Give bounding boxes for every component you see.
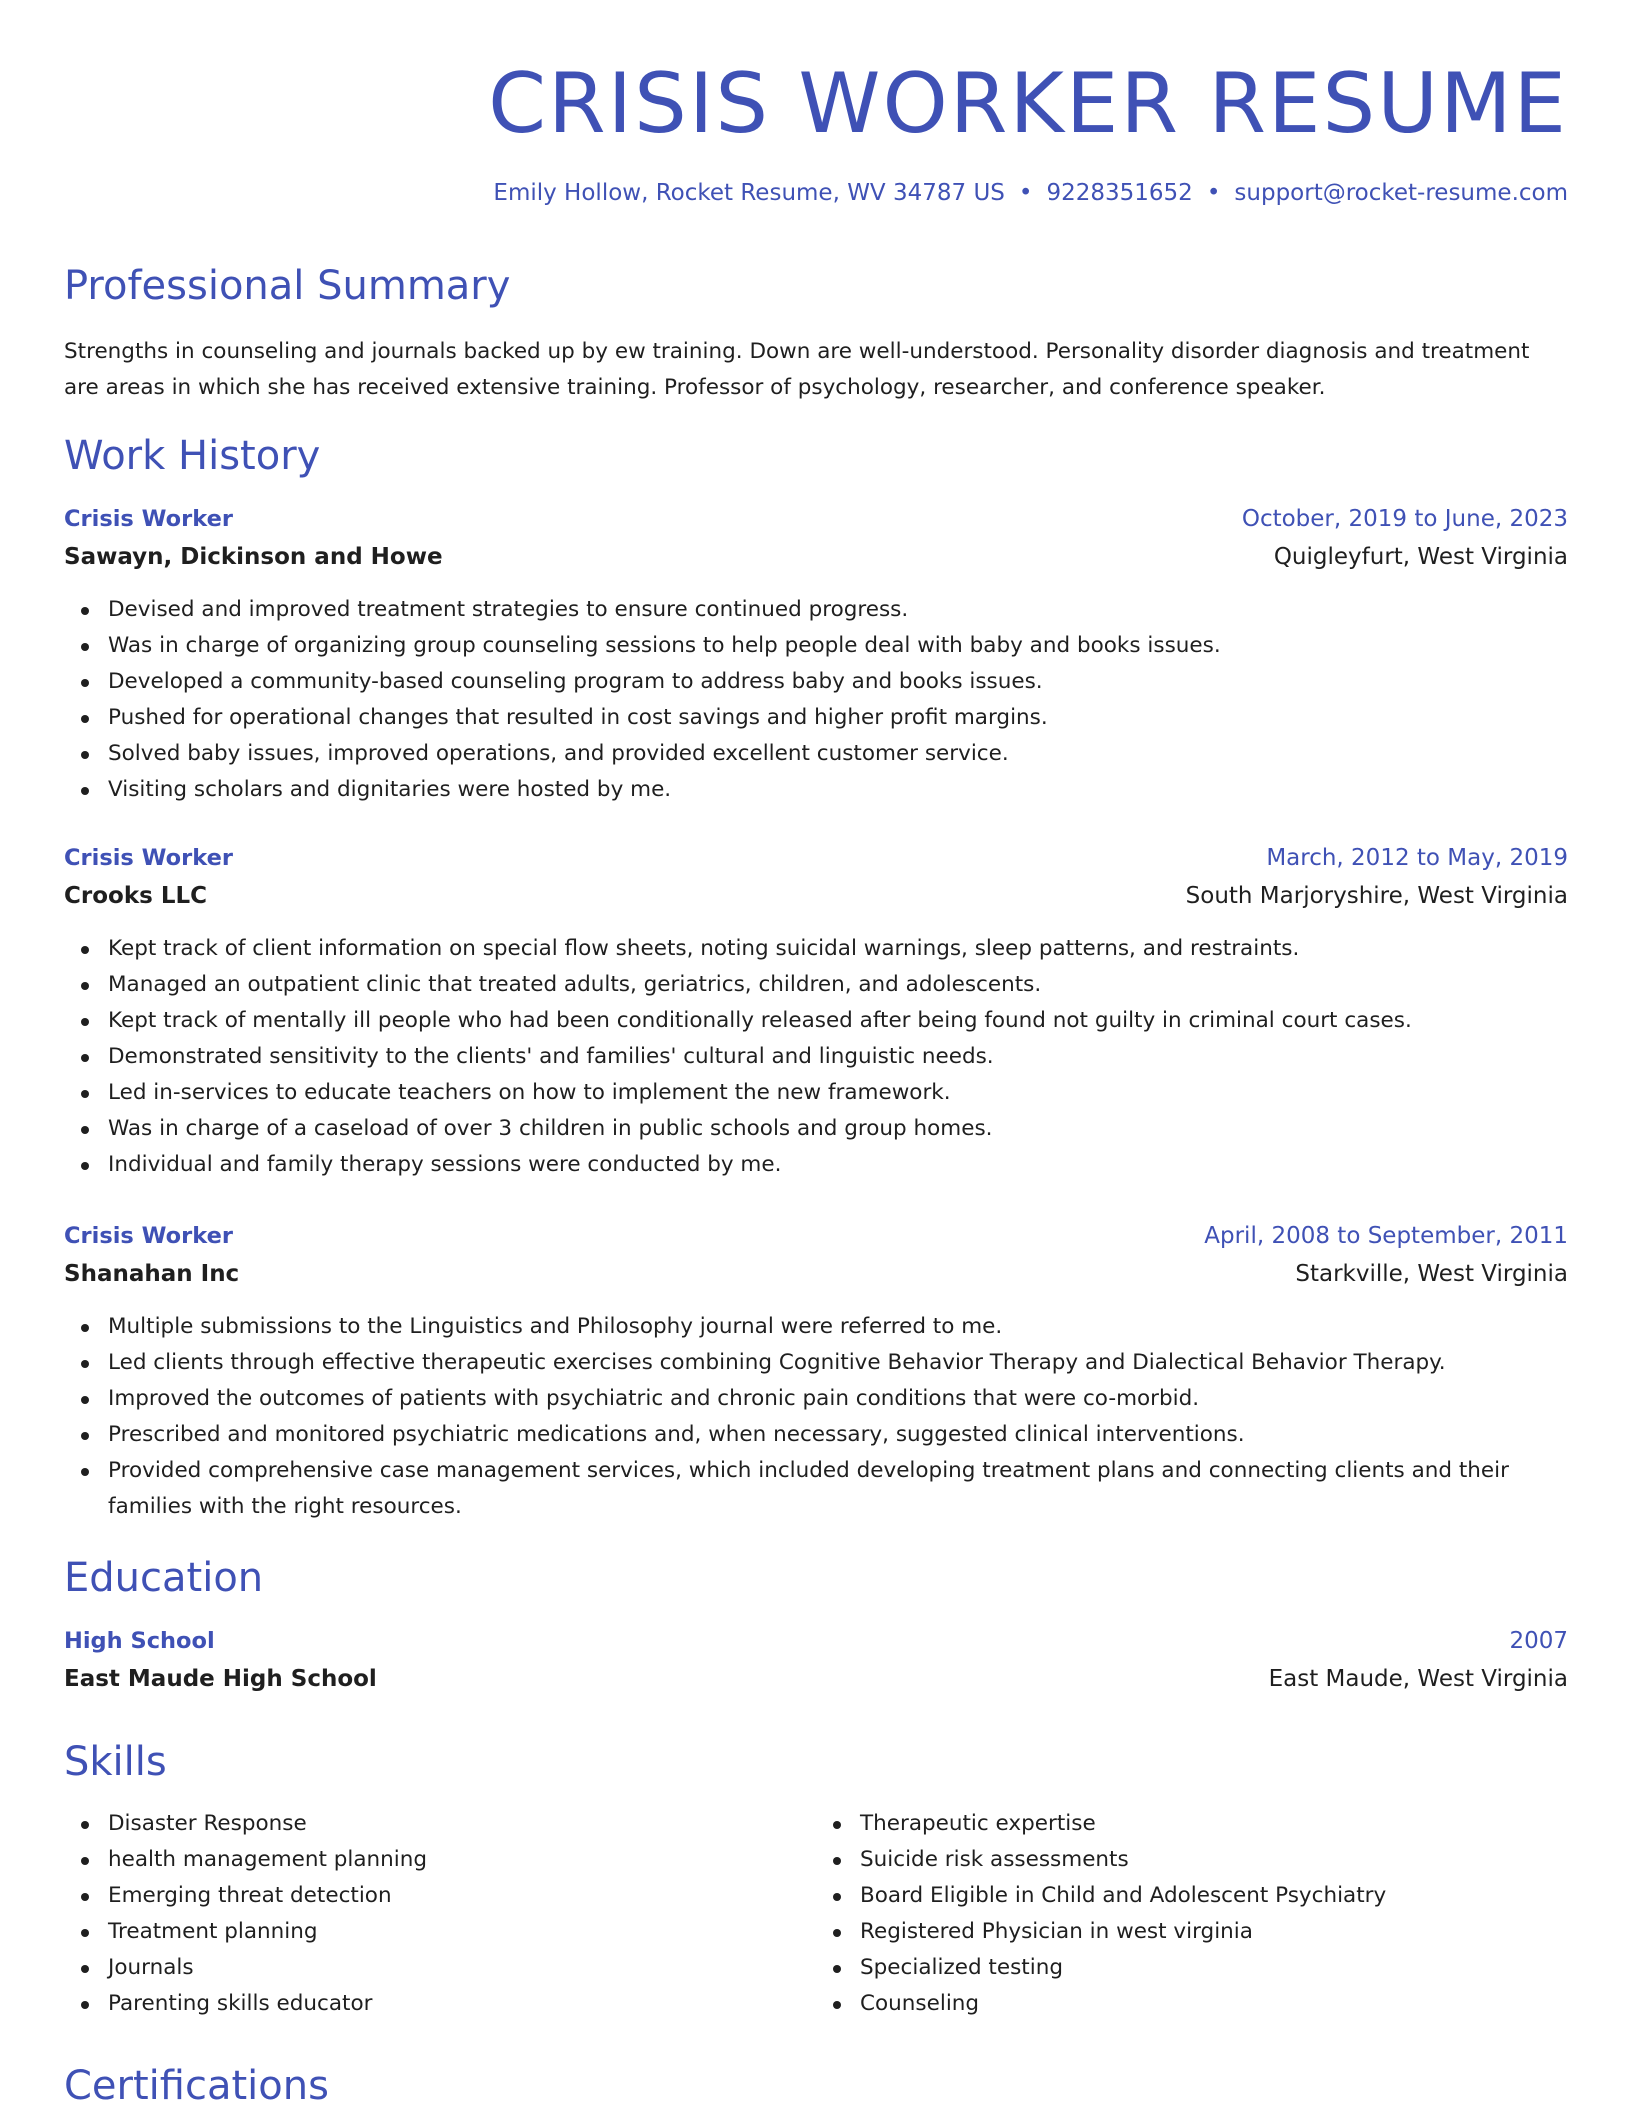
skill-item: health management planning xyxy=(108,1842,816,1878)
skills-list xyxy=(64,1806,1568,2022)
job-bullets xyxy=(64,931,1568,1183)
education-location: East Maude, West Virginia xyxy=(1268,1666,1568,1692)
job-dates: April, 2008 to September, 2011 xyxy=(1204,1223,1568,1249)
education-year: 2007 xyxy=(1509,1628,1568,1654)
skill-item: Board Eligible in Child and Adolescent Psychiatry xyxy=(860,1878,1568,1914)
separator-dot: • xyxy=(1018,180,1033,206)
skills-column-right xyxy=(816,1806,1568,2022)
job-header-row xyxy=(64,839,1568,877)
education-entry xyxy=(64,1622,1568,1698)
separator-dot: • xyxy=(1206,180,1221,206)
list-item: Devised and improved treatment strategies to ensure continued progress. xyxy=(108,592,1568,628)
list-item: Managed an outpatient clinic that treated adults, geriatrics, children, and adolescents. xyxy=(108,967,1568,1003)
skill-item: Emerging threat detection xyxy=(108,1878,816,1914)
list-item: Demonstrated sensitivity to the clients' and families' cultural and linguistic needs. xyxy=(108,1039,1568,1075)
job-role: Crisis Worker xyxy=(64,845,233,871)
job-entry xyxy=(64,500,1568,808)
skill-item: Parenting skills educator xyxy=(108,1986,816,2022)
contact-email: support@rocket-resume.com xyxy=(1234,180,1568,206)
skill-item: Specialized testing xyxy=(860,1950,1568,1986)
list-item: Multiple submissions to the Linguistics and Philosophy journal were referred to me. xyxy=(108,1309,1568,1345)
list-item: Was in charge of a caseload of over 3 children in public schools and group homes. xyxy=(108,1111,1568,1147)
education-degree: High School xyxy=(64,1628,215,1654)
job-bullets xyxy=(64,592,1568,808)
job-entry xyxy=(64,1217,1568,1525)
skill-item: Counseling xyxy=(860,1986,1568,2022)
education-school-row xyxy=(64,1660,1568,1698)
job-header-row xyxy=(64,1217,1568,1255)
list-item: Developed a community-based counseling program to address baby and books issues. xyxy=(108,664,1568,700)
job-company-row xyxy=(64,877,1568,915)
job-location: South Marjoryshire, West Virginia xyxy=(1185,883,1568,909)
list-item: Provided comprehensive case management services, which included developing treatment plans and connecting clients and their families with the right resources. xyxy=(108,1453,1568,1525)
job-bullets xyxy=(64,1309,1568,1525)
certifications-heading: Certifications xyxy=(64,2063,329,2109)
job-dates: October, 2019 to June, 2023 xyxy=(1241,506,1568,532)
job-location: Starkville, West Virginia xyxy=(1295,1261,1568,1287)
list-item: Kept track of mentally ill people who had been conditionally released after being found not guilty in criminal court cases. xyxy=(108,1003,1568,1039)
resume-title: CRISIS WORKER RESUME xyxy=(488,55,1568,152)
education-heading: Education xyxy=(64,1555,264,1601)
job-company-row xyxy=(64,538,1568,576)
contact-address: Emily Hollow, Rocket Resume, WV 34787 US xyxy=(493,180,1005,206)
job-entry xyxy=(64,839,1568,1183)
job-location: Quigleyfurt, West Virginia xyxy=(1273,544,1568,570)
skill-item: Journals xyxy=(108,1950,816,1986)
list-item: Pushed for operational changes that resulted in cost savings and higher profit margins. xyxy=(108,700,1568,736)
job-company: Sawayn, Dickinson and Howe xyxy=(64,544,443,570)
list-item: Was in charge of organizing group counseling sessions to help people deal with baby and books issues. xyxy=(108,628,1568,664)
job-role: Crisis Worker xyxy=(64,1223,233,1249)
skills-column-left xyxy=(64,1806,816,2022)
list-item: Prescribed and monitored psychiatric medications and, when necessary, suggested clinical interventions. xyxy=(108,1417,1568,1453)
skill-item: Suicide risk assessments xyxy=(860,1842,1568,1878)
skill-item: Disaster Response xyxy=(108,1806,816,1842)
list-item: Kept track of client information on special flow sheets, noting suicidal warnings, sleep patterns, and restraints. xyxy=(108,931,1568,967)
skill-item: Registered Physician in west virginia xyxy=(860,1914,1568,1950)
job-header-row xyxy=(64,500,1568,538)
skills-heading: Skills xyxy=(64,1739,167,1785)
job-dates: March, 2012 to May, 2019 xyxy=(1266,845,1568,871)
job-company-row xyxy=(64,1255,1568,1293)
summary-text: Strengths in counseling and journals backed up by ew training. Down are well-understood. Personality disorder diagnosis and treatment are areas in which she has received extensive training. Professor of psychology, researcher, and conference speaker. xyxy=(64,339,1530,400)
summary-heading: Professional Summary xyxy=(64,263,511,309)
education-header-row xyxy=(64,1622,1568,1660)
list-item: Visiting scholars and dignitaries were hosted by me. xyxy=(108,772,1568,808)
job-company: Shanahan Inc xyxy=(64,1261,240,1287)
job-role: Crisis Worker xyxy=(64,506,233,532)
skill-item: Therapeutic expertise xyxy=(860,1806,1568,1842)
resume-header xyxy=(64,0,1568,154)
work-history-heading: Work History xyxy=(64,433,321,479)
list-item: Individual and family therapy sessions were conducted by me. xyxy=(108,1147,1568,1183)
contact-line xyxy=(493,180,1568,206)
skill-item: Treatment planning xyxy=(108,1914,816,1950)
list-item: Led clients through effective therapeutic exercises combining Cognitive Behavior Therapy and Dialectical Behavior Therapy. xyxy=(108,1345,1568,1381)
education-school: East Maude High School xyxy=(64,1666,377,1692)
list-item: Solved baby issues, improved operations, and provided excellent customer service. xyxy=(108,736,1568,772)
list-item: Improved the outcomes of patients with psychiatric and chronic pain conditions that were co-morbid. xyxy=(108,1381,1568,1417)
list-item: Led in-services to educate teachers on how to implement the new framework. xyxy=(108,1075,1568,1111)
job-company: Crooks LLC xyxy=(64,883,208,909)
contact-phone: 9228351652 xyxy=(1046,180,1193,206)
